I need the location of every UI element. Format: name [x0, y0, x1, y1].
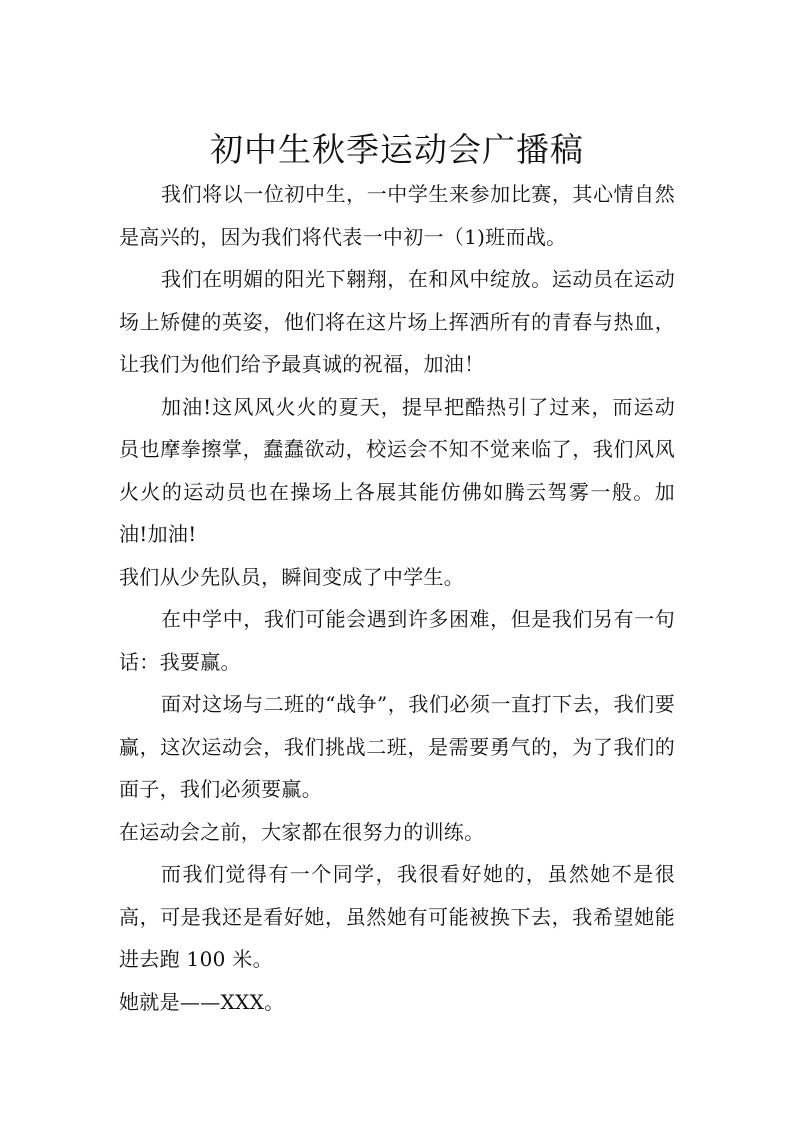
- paragraph: 而我们觉得有一个同学，我很看好她的，虽然她不是很高，可是我还是看好她，虽然她有可能被换下去，我希望她能进去跑 100 米。: [119, 862, 675, 971]
- document-title: 初中生秋季运动会广播稿: [210, 130, 584, 170]
- paragraph: 我们在明媚的阳光下翱翔，在和风中绽放。运动员在运动场上矫健的英姿，他们将在这片场上挥洒所有的青春与热血，让我们为他们给予最真诚的祝福，加油！: [119, 267, 675, 376]
- document-body: [119, 173, 675, 1023]
- paragraph: 我们从少先队员，瞬间变成了中学生。: [119, 564, 465, 589]
- paragraph: 她就是——XXX。: [119, 989, 285, 1014]
- paragraph: 在中学中，我们可能会遇到许多困难，但是我们另有一句话：我要赢。: [119, 607, 675, 674]
- paragraph: 我们将以一位初中生，一中学生来参加比赛，其心情自然是高兴的，因为我们将代表一中初一（1)班而战。: [119, 182, 675, 249]
- paragraph: 在运动会之前，大家都在很努力的训练。: [119, 819, 485, 844]
- paragraph: 面对这场与二班的“战争”，我们必须一直打下去，我们要赢，这次运动会，我们挑战二班，是需要勇气的，为了我们的面子，我们必须要赢。: [119, 692, 675, 801]
- paragraph: 加油!这风风火火的夏天，提早把酷热引了过来，而运动员也摩拳擦掌，蠢蠢欲动，校运会不知不觉来临了，我们风风火火的运动员也在操场上各展其能仿佛如腾云驾雾一般。加油!加油!: [119, 394, 675, 546]
